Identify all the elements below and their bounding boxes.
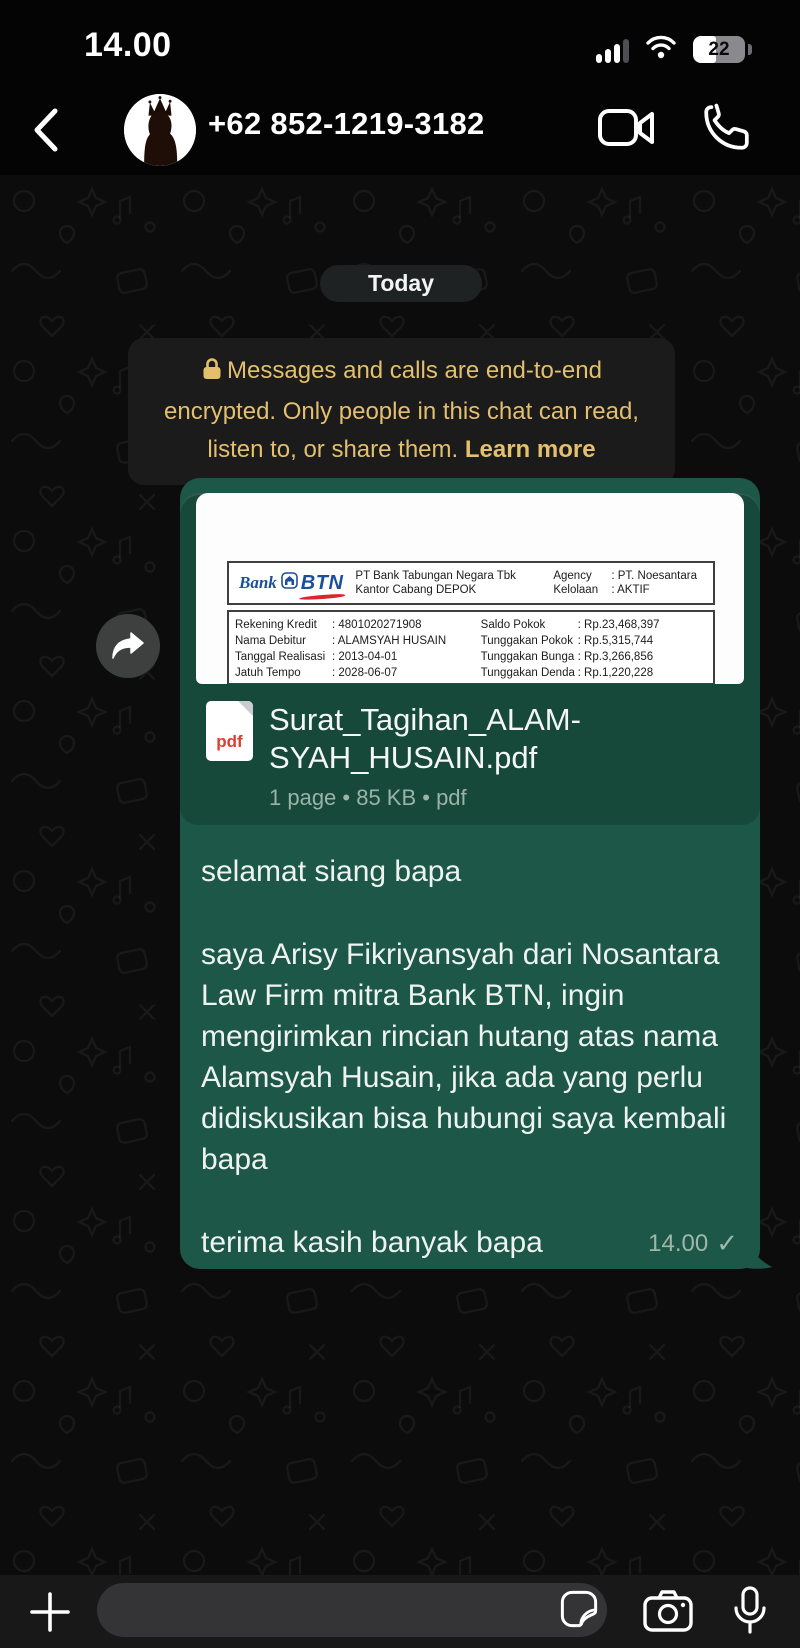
pdf-preview-image	[196, 493, 744, 684]
doc-row: Jatuh Tempo : 2028-06-07 Tunggakan Denda : Rp.1,220,228	[235, 667, 654, 679]
status-icons	[596, 34, 752, 65]
voice-call-button[interactable]	[694, 97, 758, 161]
avatar[interactable]	[124, 94, 196, 166]
doc-row: Tanggal Realisasi : 2013-04-01 Tunggakan Bunga : Rp.3,266,856	[235, 651, 654, 663]
message-meta	[648, 1228, 738, 1259]
delivered-check-icon: ✓	[716, 1228, 738, 1258]
message-paragraph: terima kasih banyak bapa	[201, 1226, 543, 1259]
status-time: 14.00	[84, 26, 172, 64]
doc-kelolaan-label: Kelolaan	[553, 584, 599, 596]
outgoing-message-bubble	[180, 478, 760, 1269]
doc-header-box	[227, 561, 715, 605]
microphone-button[interactable]	[722, 1586, 778, 1638]
cellular-signal-icon	[596, 37, 629, 63]
doc-row: Rekening Kredit : 4801020271908 Saldo Pokok : Rp.23,468,397	[235, 619, 660, 631]
doc-kelolaan-value: : AKTIF	[611, 584, 650, 596]
document-attachment[interactable]	[180, 493, 760, 825]
microphone-icon	[732, 1586, 768, 1636]
btn-house-icon	[281, 572, 298, 594]
message-input-pill[interactable]	[97, 1583, 607, 1637]
back-button[interactable]	[22, 103, 70, 159]
status-bar	[0, 0, 800, 85]
file-name: Surat_Tagihan_ALAM- SYAH_HUSAIN.pdf	[269, 702, 581, 775]
battery-percent: 22	[708, 38, 730, 60]
bank-logo-word: Bank	[239, 573, 277, 592]
battery-nub	[748, 44, 752, 55]
forward-message-button[interactable]	[96, 614, 160, 678]
doc-agency-value: : PT. Noesantara	[611, 570, 697, 582]
message-text	[180, 825, 760, 1269]
doc-org-line2: Kantor Cabang DEPOK	[355, 584, 477, 596]
video-call-button[interactable]	[594, 97, 658, 161]
bubble-tail	[740, 1223, 778, 1269]
file-meta: 1 page • 85 KB • pdf	[269, 785, 467, 810]
pdf-badge: pdf	[216, 732, 243, 751]
message-composer	[0, 1575, 800, 1648]
chat-header	[0, 85, 800, 175]
sticker-button[interactable]	[551, 1583, 607, 1637]
learn-more-link[interactable]: Learn more	[464, 436, 596, 463]
sticker-icon	[558, 1588, 600, 1630]
doc-org-line1: PT Bank Tabungan Negara Tbk	[355, 570, 516, 582]
doc-detail-box	[227, 610, 715, 684]
file-info-row[interactable]	[180, 684, 760, 811]
date-separator: Today	[320, 265, 482, 302]
camera-button[interactable]	[640, 1586, 696, 1638]
message-input[interactable]	[97, 1583, 551, 1637]
encryption-text: Messages and calls are end-to-end encrypted. Only people in this chat can read, listen to, or share them.	[164, 357, 639, 463]
contact-phone-number[interactable]: +62 852-1219-3182	[208, 106, 485, 141]
conversation-area	[0, 175, 800, 1575]
doc-row: Nama Debitur : ALAMSYAH HUSAIN Tunggakan Pokok : Rp.5,315,744	[235, 635, 654, 647]
message-time: 14.00	[648, 1229, 709, 1257]
attach-plus-button[interactable]	[27, 1589, 73, 1635]
message-paragraph: saya Arisy Fikriyansyah dari Nosantara Law Firm mitra Bank BTN, ingin mengirimkan rincian hutang atas nama Alamsyah Husain, jika ada yang perlu didiskusikan bisa hubungi saya kembali bapa	[201, 938, 727, 1176]
encryption-notice[interactable]	[128, 338, 675, 485]
forward-arrow-icon	[111, 631, 145, 661]
message-paragraph: selamat siang bapa	[201, 855, 462, 888]
doc-agency-label: Agency	[553, 570, 592, 582]
lock-icon	[201, 355, 223, 393]
btn-logo-word: BTN	[300, 571, 344, 594]
battery-icon	[693, 36, 745, 63]
wifi-icon	[645, 34, 677, 65]
camera-icon	[642, 1589, 694, 1633]
pdf-file-icon	[206, 701, 253, 761]
